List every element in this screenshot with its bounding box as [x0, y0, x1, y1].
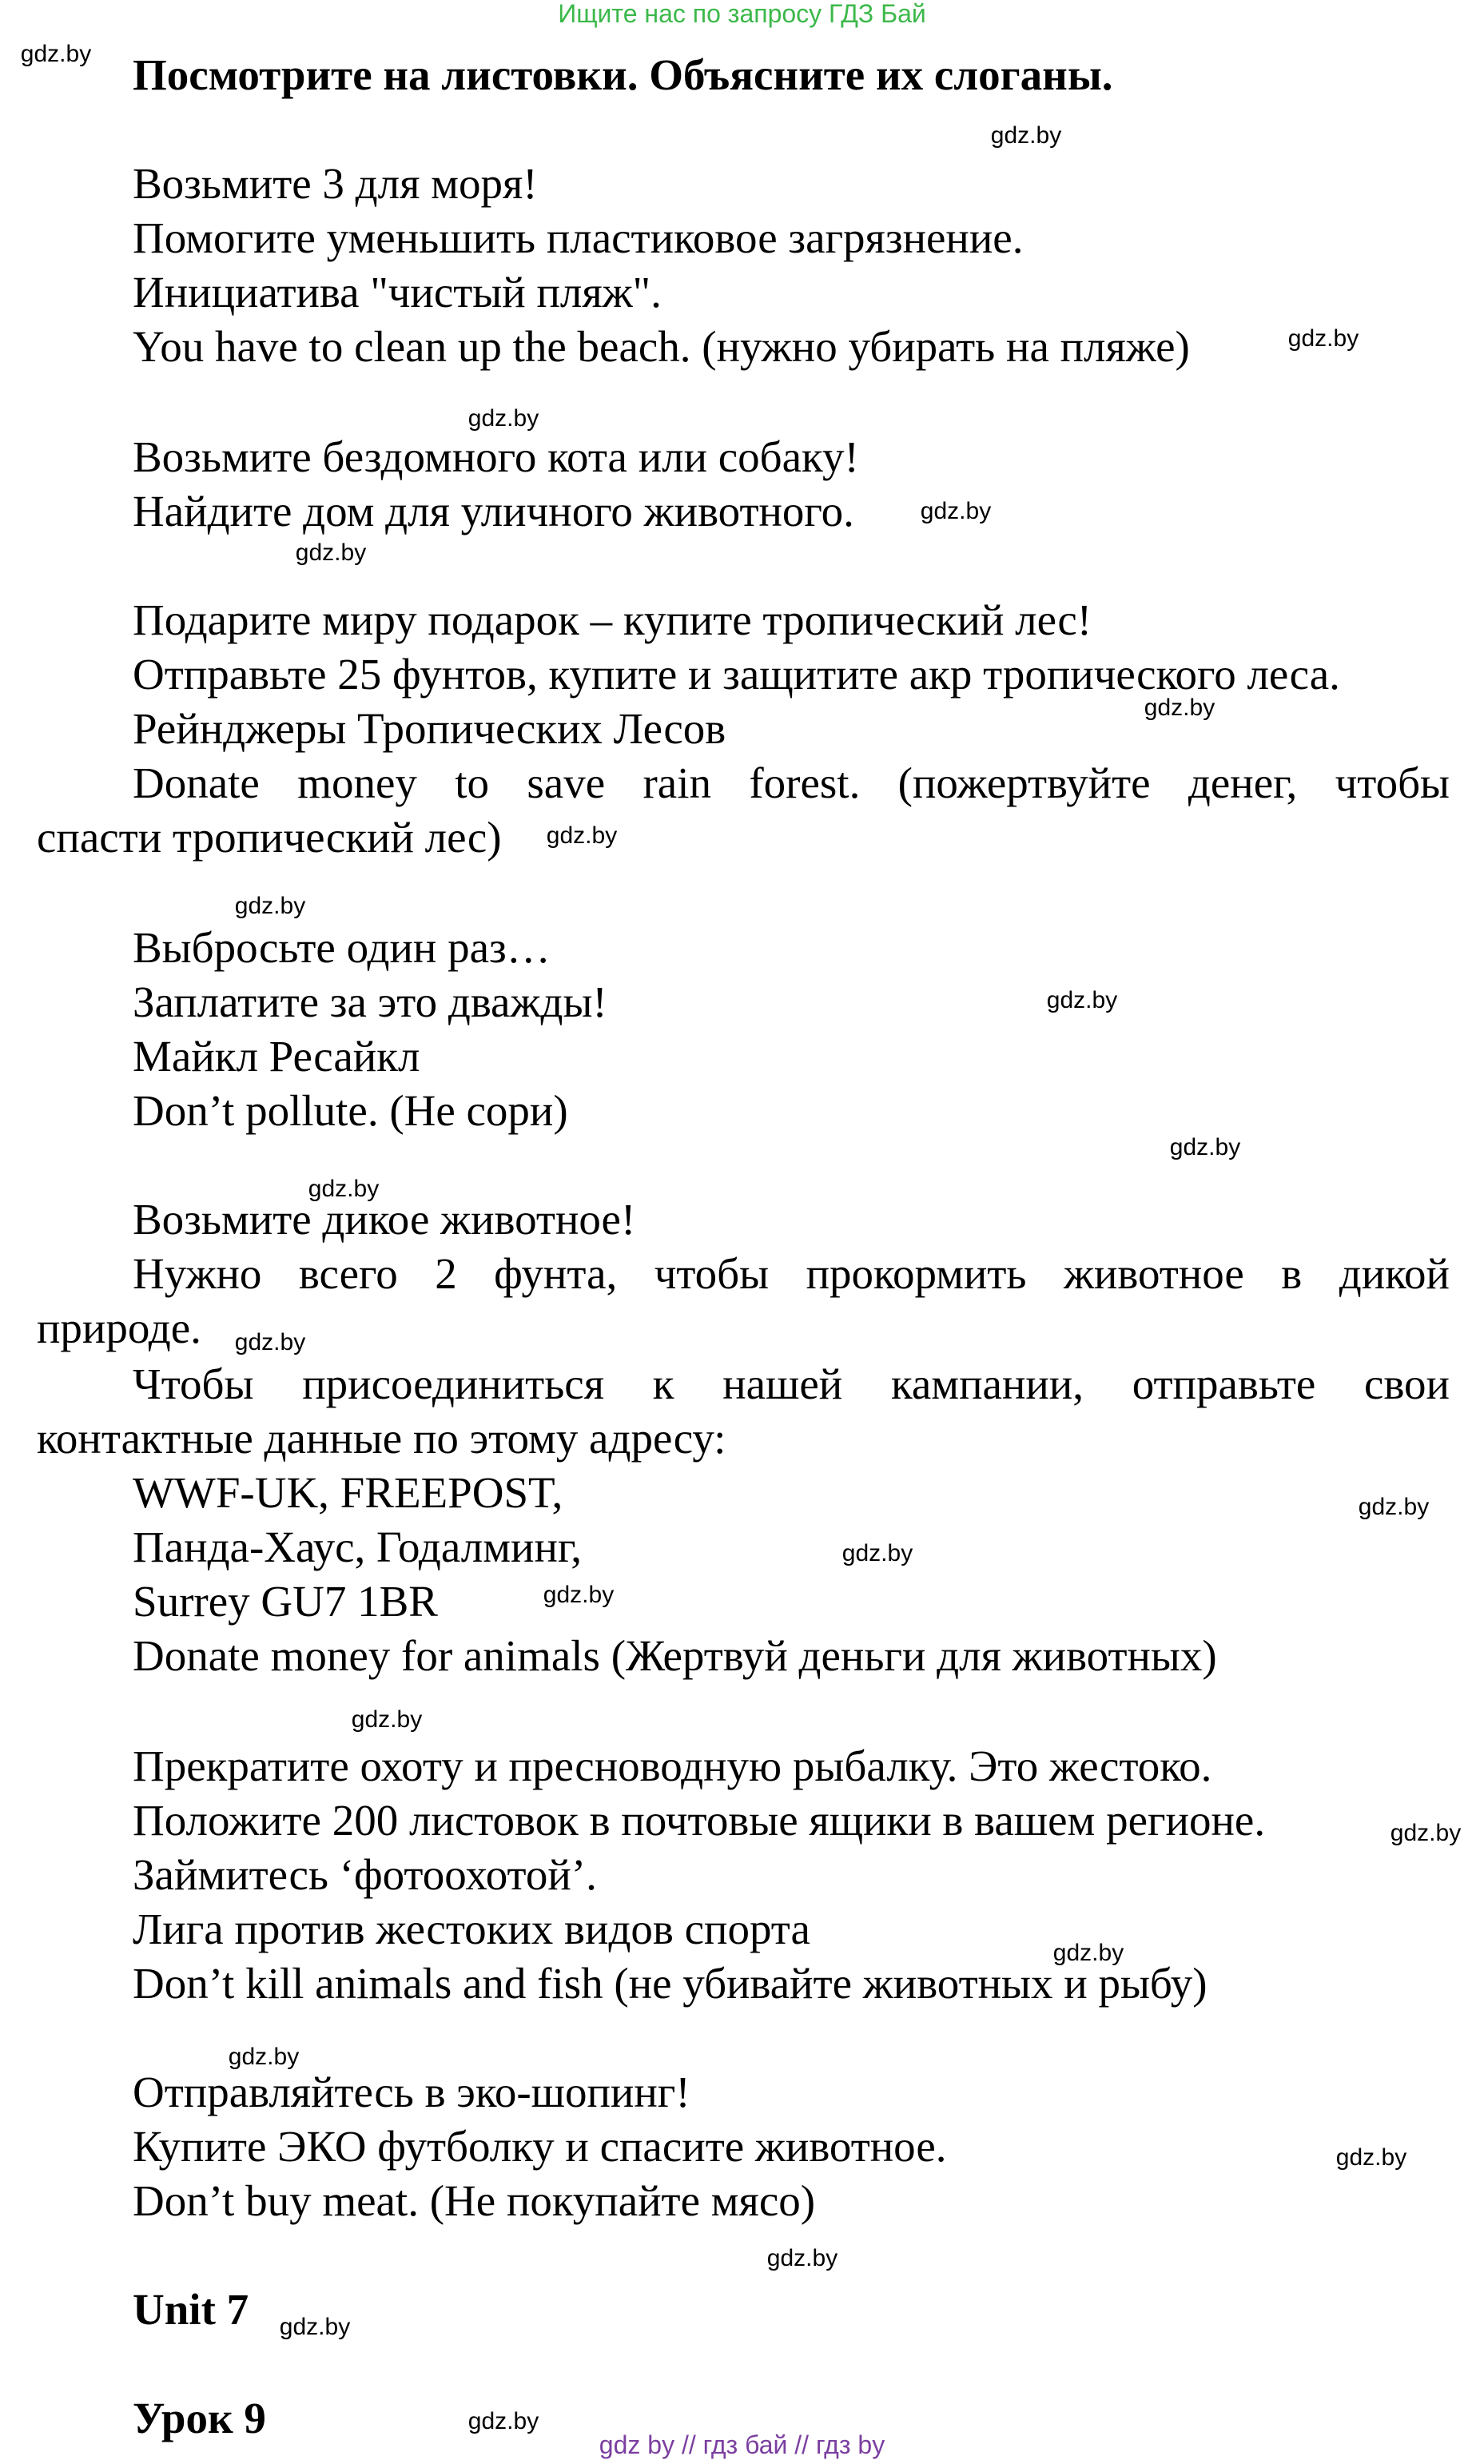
text-line: Заплатите за это дважды! — [133, 977, 607, 1026]
watermark: gdz.by — [467, 405, 539, 432]
watermark: gdz.by — [467, 2408, 539, 2434]
watermark: gdz.by — [295, 539, 367, 566]
text-line: Donate money for animals (Жертвуй деньги для животных) — [133, 1631, 1217, 1680]
text-line: Купите ЭКО футболку и спасите животное. — [133, 2122, 947, 2171]
text-line: Лига против жестоких видов спорта — [133, 1905, 810, 1953]
watermark: gdz.by — [1287, 325, 1359, 352]
text-line: Don’t buy meat. (Не покупайте мясо) — [133, 2176, 816, 2225]
watermark: gdz.by — [228, 2044, 300, 2070]
watermark: gdz.by — [1390, 1820, 1462, 1846]
text-line: Donate money to save rain forest. (пожертвуйте денег, чтобы — [133, 758, 1450, 807]
text-line: Отправьте 25 фунтов, купите и защитите акр тропического леса. — [133, 650, 1340, 699]
watermark: gdz.by — [1144, 695, 1215, 721]
footer-banner: gdz by // гдз бай // гдз by — [599, 2430, 885, 2459]
text-line: Возьмите бездомного кота или собаку! — [133, 432, 859, 481]
watermark: gdz.by — [920, 498, 992, 524]
text-line: спасти тропический лес) — [37, 813, 502, 862]
watermark: gdz.by — [546, 822, 618, 849]
text-line: Помогите уменьшить пластиковое загрязнение. — [133, 213, 1024, 262]
text-line: WWF-UK, FREEPOST, — [133, 1468, 563, 1517]
text-line: Положите 200 листовок в почтовые ящики в вашем регионе. — [133, 1796, 1266, 1845]
watermark: gdz.by — [1169, 1134, 1241, 1160]
header-banner: Ищите нас по запросу ГДЗ Бай — [558, 0, 926, 28]
text-line: Инициатива "чистый пляж". — [133, 268, 662, 316]
text-line: Отправляйтесь в эко-шопинг! — [133, 2068, 690, 2116]
watermark: gdz.by — [20, 41, 92, 67]
watermark: gdz.by — [766, 2245, 838, 2271]
text-line: Нужно всего 2 фунта, чтобы прокормить животное в дикой — [133, 1249, 1450, 1298]
text-line: Займитесь ‘фотоохотой’. — [133, 1850, 597, 1899]
text-line: You have to clean up the beach. (нужно убирать на пляже) — [133, 322, 1190, 371]
text-line: Чтобы присоединиться к нашей кампании, отправьте свои — [133, 1359, 1450, 1408]
watermark: gdz.by — [234, 893, 306, 919]
text-line: Панда-Хаус, Годалминг, — [133, 1523, 583, 1571]
heading: Урок 9 — [133, 2394, 266, 2442]
text-line: Найдите дом для уличного животного. — [133, 487, 854, 535]
text-line: природе. — [37, 1304, 201, 1352]
text-line: Выбросьте один раз… — [133, 923, 551, 972]
watermark: gdz.by — [1052, 1940, 1124, 1966]
watermark: gdz.by — [234, 1329, 306, 1355]
watermark: gdz.by — [1046, 987, 1118, 1013]
heading: Unit 7 — [133, 2285, 249, 2334]
watermark: gdz.by — [990, 122, 1062, 149]
text-line: Прекратите охоту и пресноводную рыбалку. Это жестоко. — [133, 1742, 1212, 1790]
text-line: Don’t kill animals and fish (не убивайте животных и рыбу) — [133, 1959, 1207, 2008]
watermark: gdz.by — [543, 1582, 615, 1608]
text-line: Подарите миру подарок – купите тропический лес! — [133, 595, 1092, 644]
text-line: Майкл Ресайкл — [133, 1032, 420, 1081]
watermark: gdz.by — [1358, 1494, 1430, 1520]
text-line: Возьмите дикое животное! — [133, 1195, 636, 1244]
text-line: контактные данные по этому адресу: — [37, 1414, 726, 1463]
text-line: Рейнджеры Тропических Лесов — [133, 704, 726, 753]
watermark: gdz.by — [841, 1540, 913, 1566]
watermark: gdz.by — [351, 1706, 423, 1733]
text-line: Возьмите 3 для моря! — [133, 159, 538, 208]
heading: Посмотрите на листовки. Объясните их слоганы. — [133, 50, 1113, 99]
watermark: gdz.by — [308, 1176, 380, 1202]
watermark: gdz.by — [1335, 2144, 1407, 2171]
watermark: gdz.by — [279, 2314, 351, 2340]
text-line: Don’t pollute. (Не сори) — [133, 1086, 568, 1135]
text-line: Surrey GU7 1BR — [133, 1577, 438, 1626]
